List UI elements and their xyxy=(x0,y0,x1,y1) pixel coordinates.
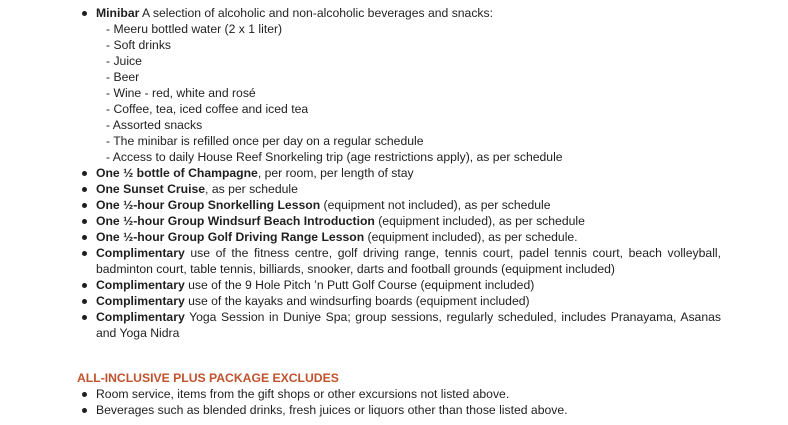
item-text: Yoga Session in Duniye Spa; group sessions, regularly scheduled, includes Pranayama, Asanas and Yoga Nidra xyxy=(96,310,721,340)
list-item xyxy=(81,293,721,309)
excludes-list xyxy=(81,386,721,418)
sub-list-item: - Beer xyxy=(106,70,140,84)
item-text: use of the kayaks and windsurfing boards (equipment included) xyxy=(184,294,530,308)
list-item xyxy=(81,165,721,181)
list-item xyxy=(81,181,721,197)
list-item-minibar xyxy=(81,5,721,165)
sub-list-item: - Soft drinks xyxy=(106,38,172,52)
sub-list-item: - Assorted snacks xyxy=(106,118,203,132)
item-text: use of the fitness centre, golf driving range, tennis court, padel tennis court, beach volleyball, badminton court, table tennis, billiards, snooker, darts and football grounds (equipment included) xyxy=(96,246,721,276)
list-item xyxy=(81,309,721,341)
list-item xyxy=(81,245,721,277)
list-item xyxy=(81,197,721,213)
item-text: A selection of alcoholic and non-alcoholic beverages and snacks: xyxy=(139,6,494,20)
item-text: , per room, per length of stay xyxy=(257,166,414,180)
item-bold-label: One ½ bottle of Champagne xyxy=(96,166,258,180)
list-item: Beverages such as blended drinks, fresh juices or liquors other than those listed above. xyxy=(81,402,721,418)
item-bold-label: Complimentary xyxy=(96,246,185,260)
item-text: , as per schedule xyxy=(205,182,298,196)
list-item xyxy=(81,229,721,245)
item-bold-label: One ½-hour Group Windsurf Beach Introduction xyxy=(96,214,375,228)
list-item: Room service, items from the gift shops or other excursions not listed above. xyxy=(81,386,721,402)
sub-list-item: - Coffee, tea, iced coffee and iced tea xyxy=(106,102,309,116)
item-text: (equipment included), as per schedule xyxy=(374,214,585,228)
item-text: use of the 9 Hole Pitch ’n Putt Golf Course (equipment included) xyxy=(184,278,535,292)
item-text: (equipment included), as per schedule. xyxy=(364,230,578,244)
sub-list-item: - Wine - red, white and rosé xyxy=(106,86,256,100)
sub-list-item: - Meeru bottled water (2 x 1 liter) xyxy=(106,22,283,36)
item-bold-label: Complimentary xyxy=(96,294,185,308)
sub-list-item: - Access to daily House Reef Snorkeling trip (age restrictions apply), as per schedule xyxy=(106,150,563,164)
item-text: (equipment not included), as per schedule xyxy=(320,198,551,212)
item-bold-label: One ½-hour Group Snorkelling Lesson xyxy=(96,198,321,212)
item-bold-label: One Sunset Cruise xyxy=(96,182,206,196)
minibar-sub-list xyxy=(96,21,721,165)
excludes-heading: ALL-INCLUSIVE PLUS PACKAGE EXCLUDES xyxy=(77,371,339,385)
list-item xyxy=(81,213,721,229)
item-bold-label: Complimentary xyxy=(96,278,185,292)
item-bold-label: Minibar xyxy=(96,6,140,20)
item-bold-label: One ½-hour Group Golf Driving Range Lesson xyxy=(96,230,365,244)
list-item xyxy=(81,277,721,293)
inclusions-list xyxy=(81,5,721,341)
sub-list-item: - Juice xyxy=(106,54,142,68)
item-bold-label: Complimentary xyxy=(96,310,185,324)
sub-list-item: - The minibar is refilled once per day on a regular schedule xyxy=(106,134,424,148)
